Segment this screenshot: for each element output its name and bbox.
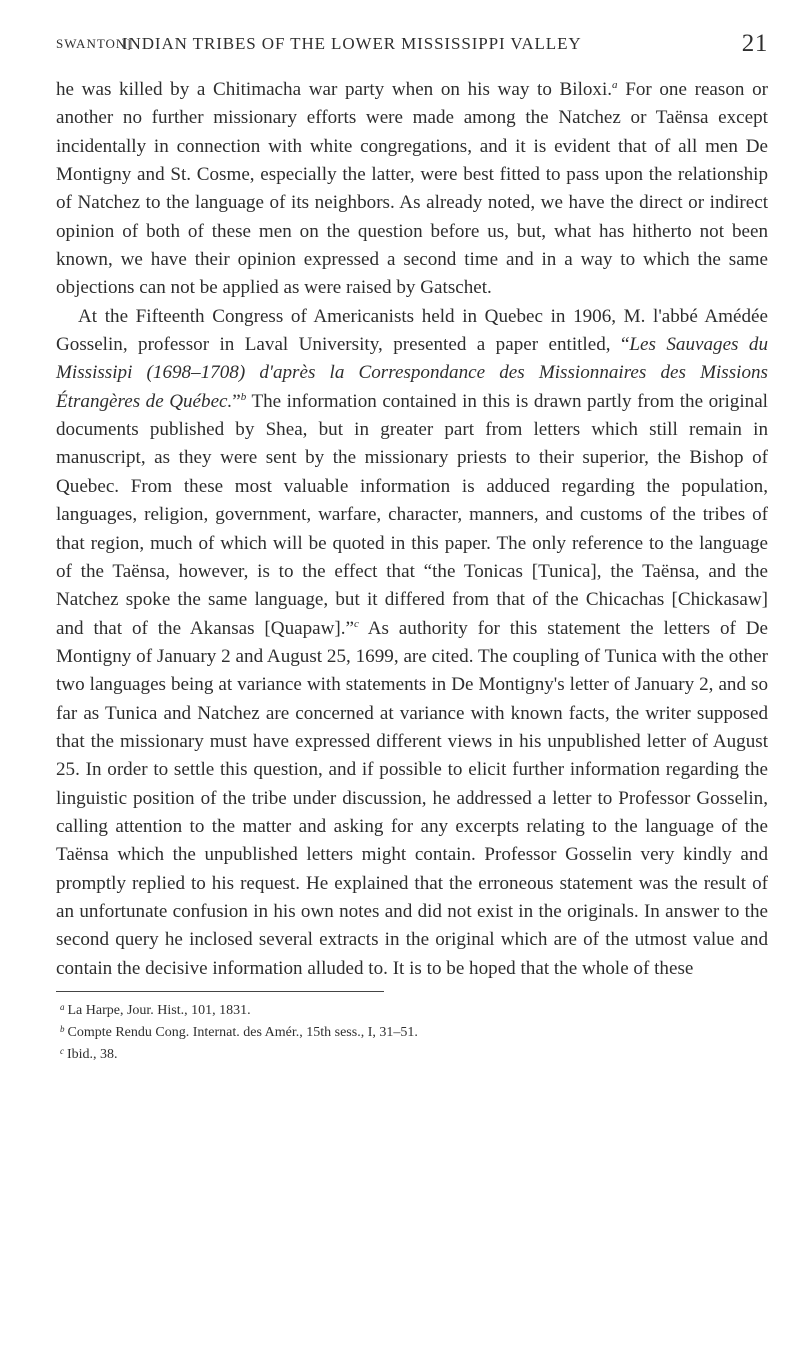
footnote-ref-b: b [240, 390, 247, 403]
footnotes [56, 998, 768, 1064]
footnote-divider [56, 991, 384, 992]
footnote-text: Compte Rendu Cong. Internat. des Amér., 15th sess., I, 31–51. [67, 1025, 418, 1040]
footnote-text: La Harpe, Jour. Hist., 101, 1831. [67, 1003, 251, 1018]
footnote-text: Ibid., 38. [67, 1047, 118, 1062]
book-page [56, 30, 768, 1064]
footnote-mark: a [60, 1002, 65, 1012]
paragraph-1: he was killed by a Chitimacha war party when on his way to Biloxi.$^a$ For one reason or another no further missionary efforts were made among the Natchez or Taënsa except incidentally in connection with white congregations, and it is evident that of all men De Montigny and St. Cosme, especially the latter, were best fitted to pass upon the relationship of Natchez to the language of its neighbors. As already noted, we have the direct or indirect opinion of both of these men on the question before us, but, what has hitherto not been known, we have their opinion expressed a second time and in a way to which the same objections can not be applied as were raised by Gatschet. [56, 79, 768, 299]
author-running-head: SWANTON] [56, 36, 132, 51]
paper-title: Les Sauvages du Mississipi (1698–1708) d'après la Correspondance des Missionnaires des Missions Étrangères de Québec. [56, 334, 768, 412]
title-running-head: INDIAN TRIBES OF THE LOWER MISSISSIPPI VALLEY [122, 34, 582, 53]
footnote-ref-c: c [354, 617, 359, 630]
body-text [56, 76, 768, 983]
page-number: 21 [741, 30, 768, 57]
footnote-b [60, 1020, 768, 1042]
footnote-mark: c [60, 1046, 64, 1056]
paragraph-2: At the Fifteenth Congress of Americanists held in Quebec in 1906, M. l'abbé Amédée Gosselin, professor in Laval University, presented a paper entitled, “Les Sauvages du Mississipi (1698–1708) d'après la Correspondance des Missionnaires des Missions Étrangères de Québec.”$^b$ The information contained in this is drawn partly from the original documents published by Shea, but in greater part from letters which still remain in manuscript, as they were sent by the missionary priests to their superior, the Bishop of Quebec. From these most valuable information is adduced regarding the population, languages, religion, government, warfare, character, manners, and customs of the tribes of that region, much of which will be quoted in this paper. The only reference to the language of the Taënsa, however, is to the effect that “the Tonicas [Tunica], the Taënsa, and the Natchez spoke the same language, but it differed from that of the Chicachas [Chickasaw] and that of the Akansas [Quapaw].”$^c$ As authority for this statement the letters of De Montigny of January 2 and August 25, 1699, are cited. The coupling of Tunica with the other two languages being at variance with statements in De Montigny's letter of January 2, and so far as Tunica and Natchez are concerned at variance with known facts, the writer supposed that the missionary must have expressed different views in his unpublished letter of August 25. In order to settle this question, and if possible to elicit further information regarding the linguistic position of the tribe under discussion, he addressed a letter to Professor Gosselin, calling attention to the matter and asking for any excerpts relating to the language of the Taënsa which the unpublished letters might contain. Professor Gosselin very kindly and promptly replied to his request. He explained that the erroneous statement was the result of an unfortunate confusion in his own notes and did not exist in the originals. In answer to the second query he inclosed several extracts in the original which are of the utmost value and contain the decisive information alluded to. It is to be hoped that the whole of these [56, 305, 768, 979]
footnote-a [60, 998, 768, 1020]
running-head [56, 30, 768, 66]
footnote-mark: b [60, 1024, 65, 1034]
footnote-c [60, 1042, 768, 1064]
footnote-ref-a: a [612, 79, 618, 91]
